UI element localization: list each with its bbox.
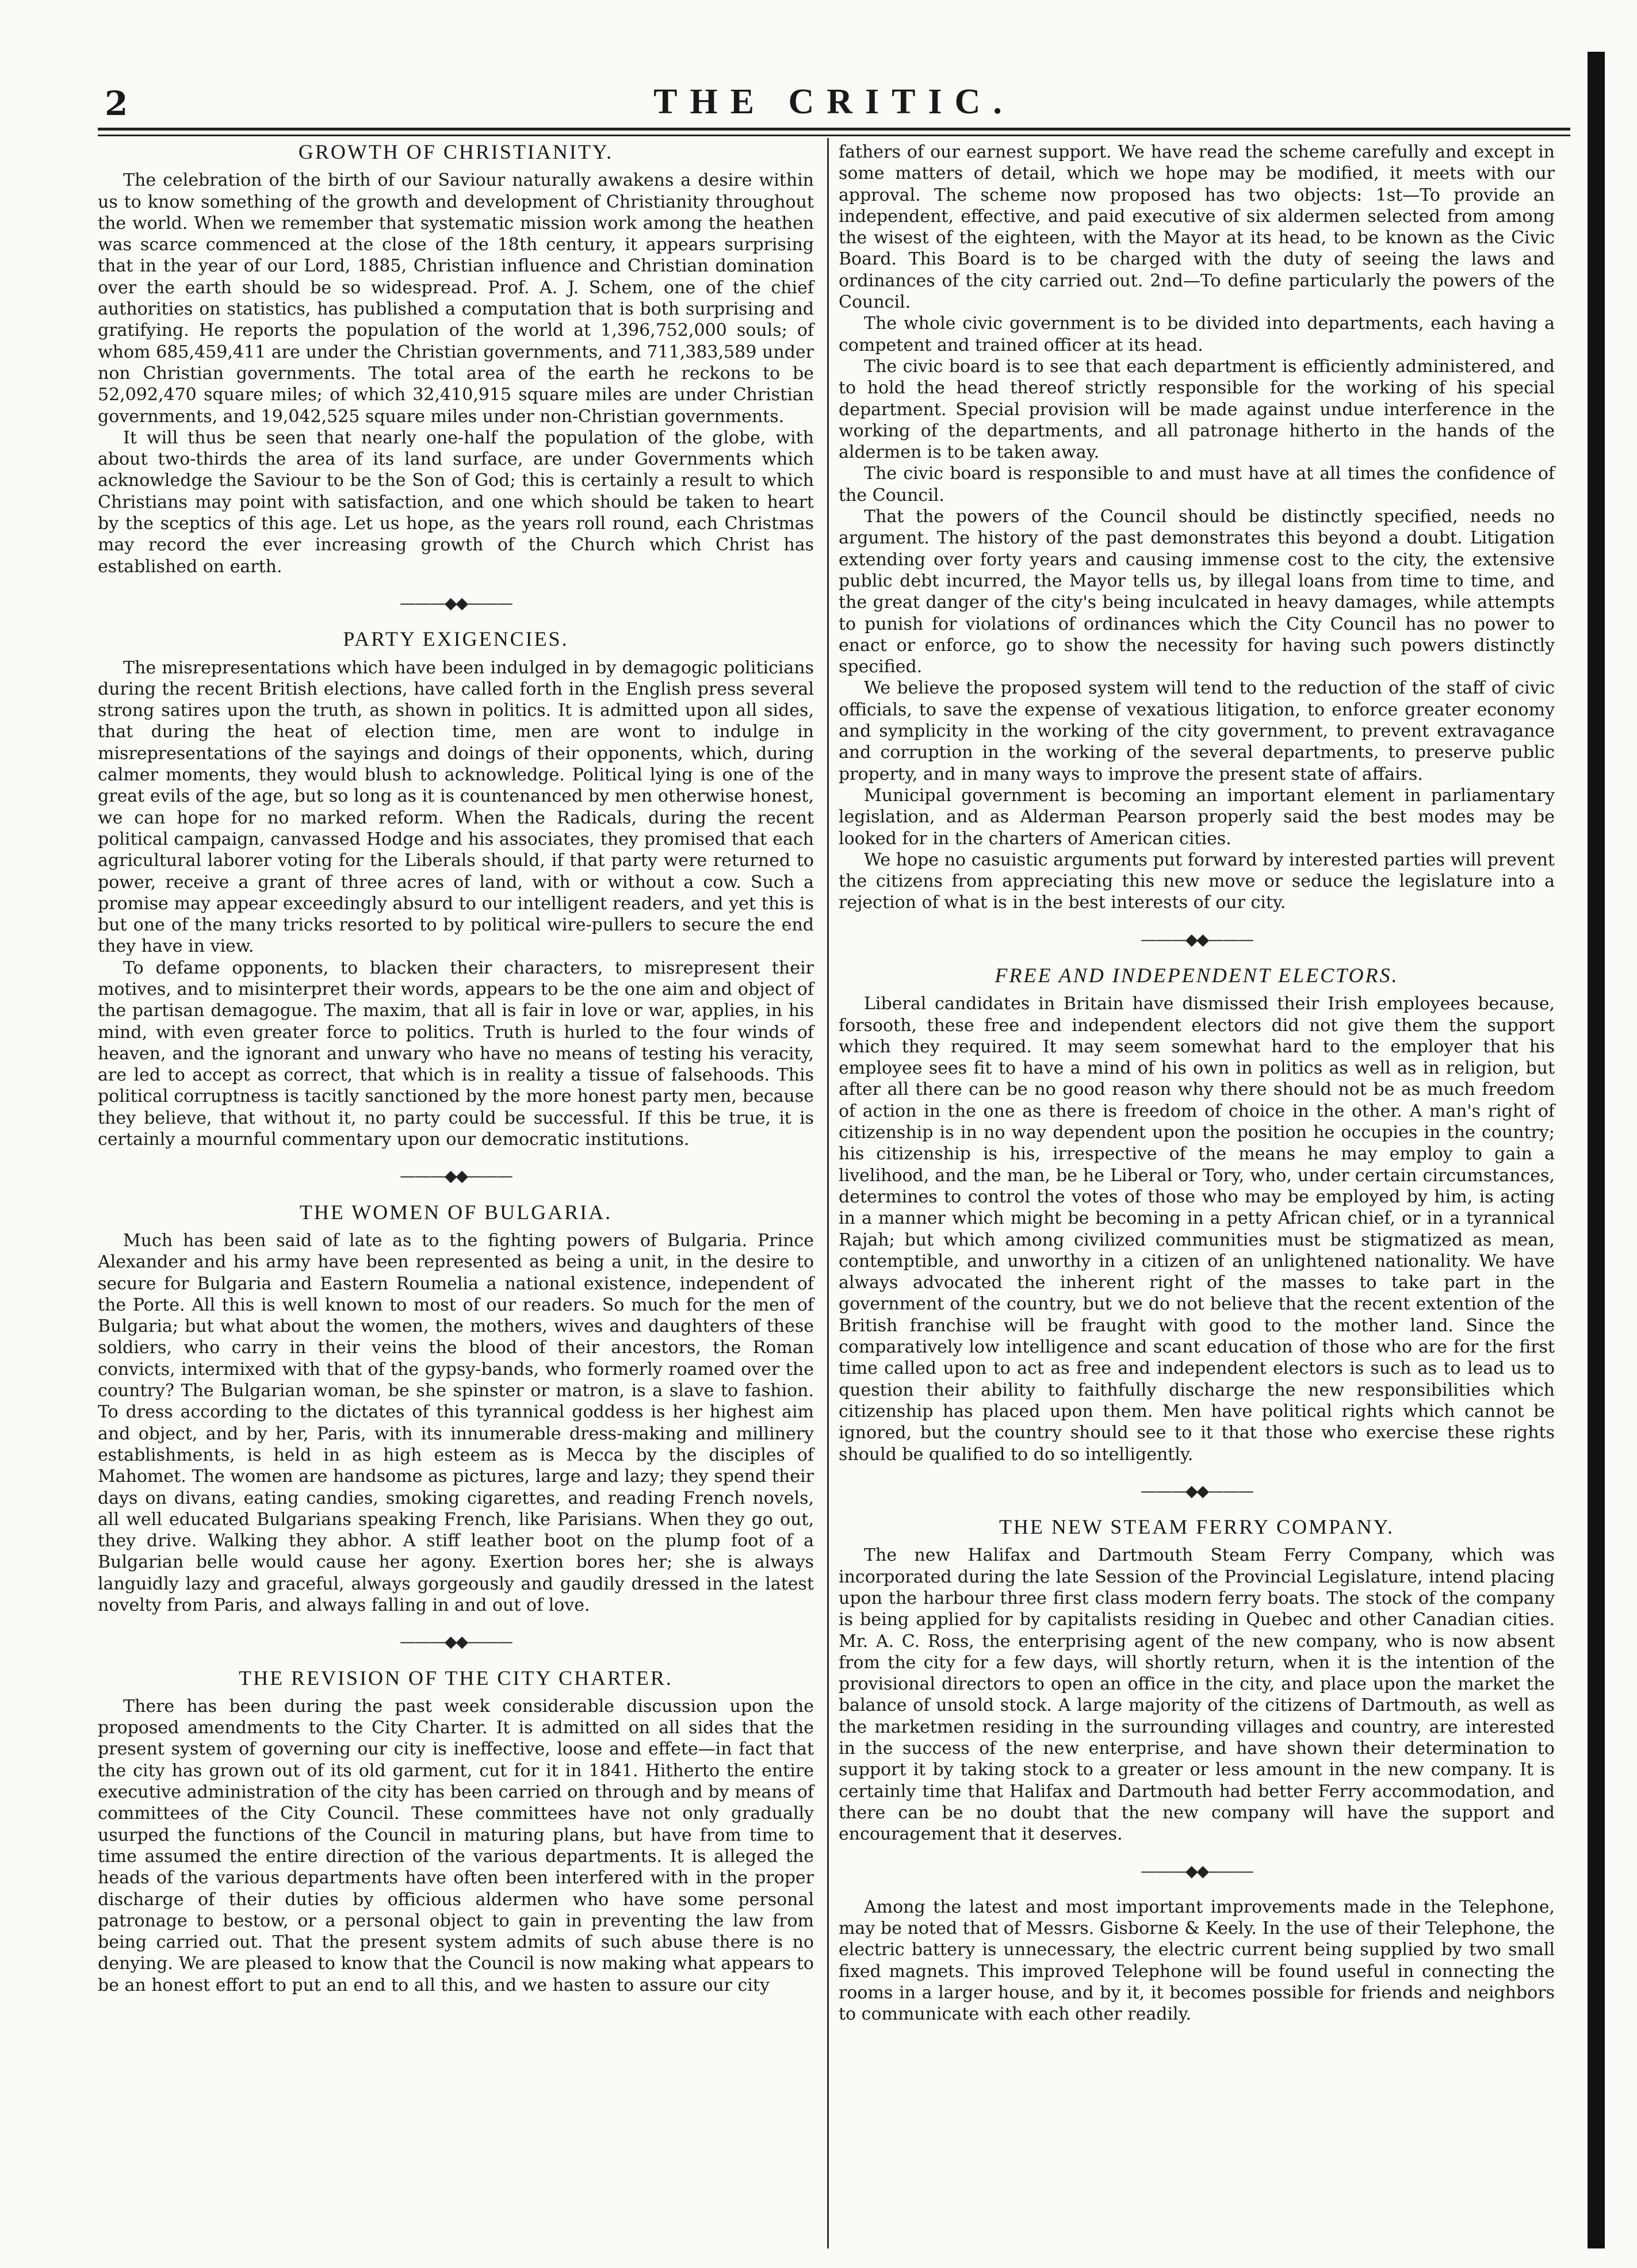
article-paragraph: We hope no casuistic arguments put forward by interested parties will prevent the citizens from appreciating this new move or seduce the legislature into a rejection of what is in the best interests of our city. xyxy=(839,849,1555,913)
article-the-women-of-bulgaria xyxy=(98,1202,814,1616)
page-header xyxy=(98,81,1570,127)
article-paragraph: fathers of our earnest support. We have read the scheme carefully and except in some matters of detail, which we hope may be modified, it meets with our approval. The scheme now proposed has two objects: 1st—To provide an independent, effective, and paid executive of six aldermen selected from among the wisest of the eighteen, with the Mayor at its head, to be known as the Civic Board. This Board is to be charged with the duty of seeing the laws and ordinances of the city carried out. 2nd—To define particularly the powers of the Council. xyxy=(839,142,1555,313)
article-paragraph: Much has been said of late as to the fighting powers of Bulgaria. Prince Alexander and his army have been represented as being a unit, in the desire to secure for Bulgaria and Eastern Roumelia a national existence, independent of the Porte. All this is well known to most of our readers. So much for the men of Bulgaria; but what about the women, the mothers, wives and daughters of these soldiers, who carry in their veins the blood of their ancestors, the Roman convicts, intermixed with that of the gypsy-bands, who formerly roamed over the country? The Bulgarian woman, be she spinster or matron, is a slave to fashion. To dress according to the dictates of this tyrannical goddess is her highest aim and object, and by her, Paris, with its innumerable dress-making and millinery establishments, is held in as high esteem as is Mecca by the disciples of Mahomet. The women are handsome as pictures, large and lazy; they spend their days on divans, eating candies, smoking cigarettes, and reading French novels, all well educated Bulgarians speaking French, like Parisians. When they go out, they drive. Walking they abhor. A stiff leather boot on the plump foot of a Bulgarian belle would cause her agony. Exertion bores her; she is always languidly lazy and graceful, always gorgeously and gaudily dressed in the latest novelty from Paris, and always falling in and out of love. xyxy=(98,1230,814,1615)
article-title: THE WOMEN OF BULGARIA. xyxy=(299,1200,613,1224)
article-paragraph: That the powers of the Council should be distinctly specified, needs no argument. The history of the past demonstrates this beyond a doubt. Litigation extending over forty years and causing immense cost to the city, the extensive public debt incurred, the Mayor tells us, by illegal loans from time to time, and the great danger of the city's being inculcated in heavy damages, while attempts to punish for violations of ordinances which the City Council has no power to enact or enforce, go to show the necessity for having such powers distinctly specified. xyxy=(839,507,1555,677)
article-paragraph: The new Halifax and Dartmouth Steam Ferry Company, which was incorporated during the late Session of the Provincial Legislature, intend placing upon the harbour three first class modern ferry boats. The stock of the company is being applied for by capitalists residing in Quebec and other Canadian cities. Mr. A. C. Ross, the enterprising agent of the new company, who is now absent from the city for a few days, will shortly return, when it is the intention of the provisional directors to open an office in the city, and place upon the market the balance of unsold stock. A large majority of the citizens of Dartmouth, as well as the marketmen residing in the surrounding villages and country, are interested in the success of the new enterprise, and have shown their determination to support it by taking stock to a greater or less amount in the new company. It is certainly time that Halifax and Dartmouth had better Ferry accommodation, and there can be no doubt that the new company will have the support and encouragement that it deserves. xyxy=(839,1545,1555,1845)
section-ornament: ———◆◆——— xyxy=(1140,929,1253,949)
article-title: GROWTH OF CHRISTIANITY. xyxy=(298,140,614,163)
page-binding-edge xyxy=(1588,52,1605,2248)
masthead: THE CRITIC. xyxy=(653,82,1015,121)
article-title: FREE AND INDEPENDENT ELECTORS. xyxy=(995,963,1399,987)
article-free-and-independent-electors xyxy=(839,965,1555,1465)
column-divider xyxy=(827,138,829,2248)
article-the-revision-of-the-city-charter xyxy=(98,1668,814,1996)
section-ornament: ———◆◆——— xyxy=(1140,1861,1253,1880)
article-party-exigencies xyxy=(98,629,814,1150)
section-ornament: ———◆◆——— xyxy=(399,593,512,612)
section-ornament: ———◆◆——— xyxy=(1140,1481,1253,1500)
article-paragraph: The civic board is responsible to and must have at all times the confidence of the Council. xyxy=(839,463,1555,505)
article-paragraph: The civic board is to see that each department is efficiently administered, and to hold the head thereof strictly responsible for the working of his special department. Special provision will be made against undue interference in the working of the departments, and all patronage hitherto in the hands of the aldermen is to be taken away. xyxy=(839,356,1555,463)
article-paragraph: We believe the proposed system will tend to the reduction of the staff of civic officials, to save the expense of vexatious litigation, to enforce greater economy and symplicity in the working of the city government, to prevent extravagance and corruption in the working of the several departments, to preserve public property, and in many ways to improve the present state of affairs. xyxy=(839,678,1555,784)
section-ornament: ———◆◆——— xyxy=(399,1166,512,1186)
article-growth-of-christianity xyxy=(98,141,814,577)
article-title: THE NEW STEAM FERRY COMPANY. xyxy=(999,1515,1395,1539)
article-paragraph: Among the latest and most important improvements made in the Telephone, may be noted that of Messrs. Gisborne & Keely. In the use of their Telephone, the electric battery is unnecessary, the electric current being supplied by two small fixed magnets. This improved Telephone will be found useful in connecting the rooms in a larger house, and by it, it becomes possible for friends and neighbors to communicate with each other readily. xyxy=(839,1897,1555,2025)
left-column xyxy=(98,141,814,1996)
section-ornament: ———◆◆——— xyxy=(399,1632,512,1652)
article-title: THE REVISION OF THE CITY CHARTER. xyxy=(239,1666,673,1689)
article-paragraph: To defame opponents, to blacken their characters, to misrepresent their motives, and to misinterpret their words, appears to be the one aim and object of the partisan demagogue. The maxim, that all is fair in love or war, applies, in his mind, with even greater force to politics. Truth is hurled to the four winds of heaven, and the ignorant and unwary who have no means of testing his veracity, are led to accept as correct, that which is in reality a tissue of falsehoods. This political corruptness is tacitly sanctioned by the more honest party men, because they believe, that without it, no party could be successful. If this be true, it is certainly a mournful commentary upon our democratic institutions. xyxy=(98,957,814,1150)
header-rule-secondary xyxy=(98,135,1570,136)
article-paragraph: The whole civic government is to be divided into departments, each having a competent and trained officer at its head. xyxy=(839,313,1555,355)
article-paragraph: Liberal candidates in Britain have dismissed their Irish employees because, forsooth, these free and independent electors did not give them the support which they required. It may seem somewhat hard to the employer that his employee sees fit to have a mind of his own in politics as well as in religion, but after all there can be no good reason why there should not be as much freedom of action in the one as there is freedom of choice in the other. A man's right of citizenship is in no way dependent upon the position he occupies in the country; his citizenship is his, irrespective of the means he may employ to gain a livelihood, and the man, be he Liberal or Tory, who, under certain circumstances, determines to control the votes of those who may be employed by him, is acting in a manner which might be becoming in a petty African chief, or in a tyrannical Rajah; but which among civilized communities must be stigmatized as mean, contemptible, and unworthy in a citizen of an unlightened nationality. We have always advocated the inherent right of the masses to take part in the government of the country, but we do not believe that the recent extention of the British franchise will be fraught with good to the mother land. Since the comparatively low intelligence and scant education of those who are for the first time called upon to act as free and independent electors is such as to lead us to question their ability to faithfully discharge the new responsibilities which citizenship has placed upon them. Men have political rights which cannot be ignored, but the country should see to it that those who exercise these rights should be qualified to do so intelligently. xyxy=(839,994,1555,1465)
article-continuation-3 xyxy=(839,1897,1555,2025)
article-the-new-steam-ferry-company xyxy=(839,1516,1555,1845)
article-continuation-0 xyxy=(839,141,1555,914)
page-number: 2 xyxy=(105,84,128,123)
article-paragraph: The misrepresentations which have been indulged in by demagogic politicians during the recent British elections, have called forth in the English press several strong satires upon the truth, as shown in politics. It is admitted upon all sides, that during the heat of election time, men are wont to indulge in misrepresentations of the sayings and doings of their opponents, which, during calmer moments, they would blush to acknowledge. Political lying is one of the great evils of the age, but so long as it is countenanced by men otherwise honest, we can hope for no marked reform. When the Radicals, during the recent political campaign, canvassed Hodge and his associates, they promised that each agricultural laborer voting for the Liberals should, if that party were returned to power, receive a grant of three acres of land, with or without a cow. Such a promise may appear exceedingly absurd to our intelligent readers, and yet this is but one of the many tricks resorted to by political wire-pullers to secure the end they have in view. xyxy=(98,657,814,957)
article-title: PARTY EXIGENCIES. xyxy=(343,627,569,651)
right-column xyxy=(839,141,1555,2025)
article-paragraph: There has been during the past week considerable discussion upon the proposed amendments to the City Charter. It is admitted on all sides that the present system of governing our city is ineffective, loose and effete—in fact that the city has grown out of its old garment, cut for it in 1841. Hitherto the entire executive administration of the city has been carried on through and by means of committees of the City Council. These committees have not only gradually usurped the functions of the Council in maturing plans, but have from time to time assumed the entire direction of the various departments. It is alleged the heads of the various departments have often been interfered with in the proper discharge of their duties by officious aldermen who have some personal patronage to bestow, or a personal object to gain in preventing the law from being carried out. That the present system admits of such abuse there is no denying. We are pleased to know that the Council is now making what appears to be an honest effort to put an end to all this, and we hasten to assure our city xyxy=(98,1696,814,1995)
article-paragraph: It will thus be seen that nearly one-half the population of the globe, with about two-thirds the area of its land surface, are under Governments which acknowledge the Saviour to be the Son of God; this is certainly a result to which Christians may point with satisfaction, and one which should be taken to heart by the sceptics of this age. Let us hope, as the years roll round, each Christmas may record the ever increasing growth of the Church which Christ has established on earth. xyxy=(98,427,814,577)
article-paragraph: The celebration of the birth of our Saviour naturally awakens a desire within us to know something of the growth and development of Christianity throughout the world. When we remember that systematic mission work among the heathen was scarce commenced at the close of the 18th century, it appears surprising that in the year of our Lord, 1885, Christian influence and Christian domination over the earth should be so widespread. Prof. A. J. Schem, one of the chief authorities on statistics, has published a computation that is both surprising and gratifying. He reports the population of the world at 1,396,752,000 souls; of whom 685,459,411 are under the Christian governments, and 711,383,589 under non Christian governments. The total area of the earth he reckons to be 52,092,470 square miles; of which 32,410,915 square miles are under Christian governments, and 19,042,525 square miles under non-Christian governments. xyxy=(98,170,814,427)
article-paragraph: Municipal government is becoming an important element in parliamentary legislation, and as Alderman Pearson properly said the best modes may be looked for in the charters of American cities. xyxy=(839,785,1555,849)
header-rule xyxy=(98,128,1570,131)
